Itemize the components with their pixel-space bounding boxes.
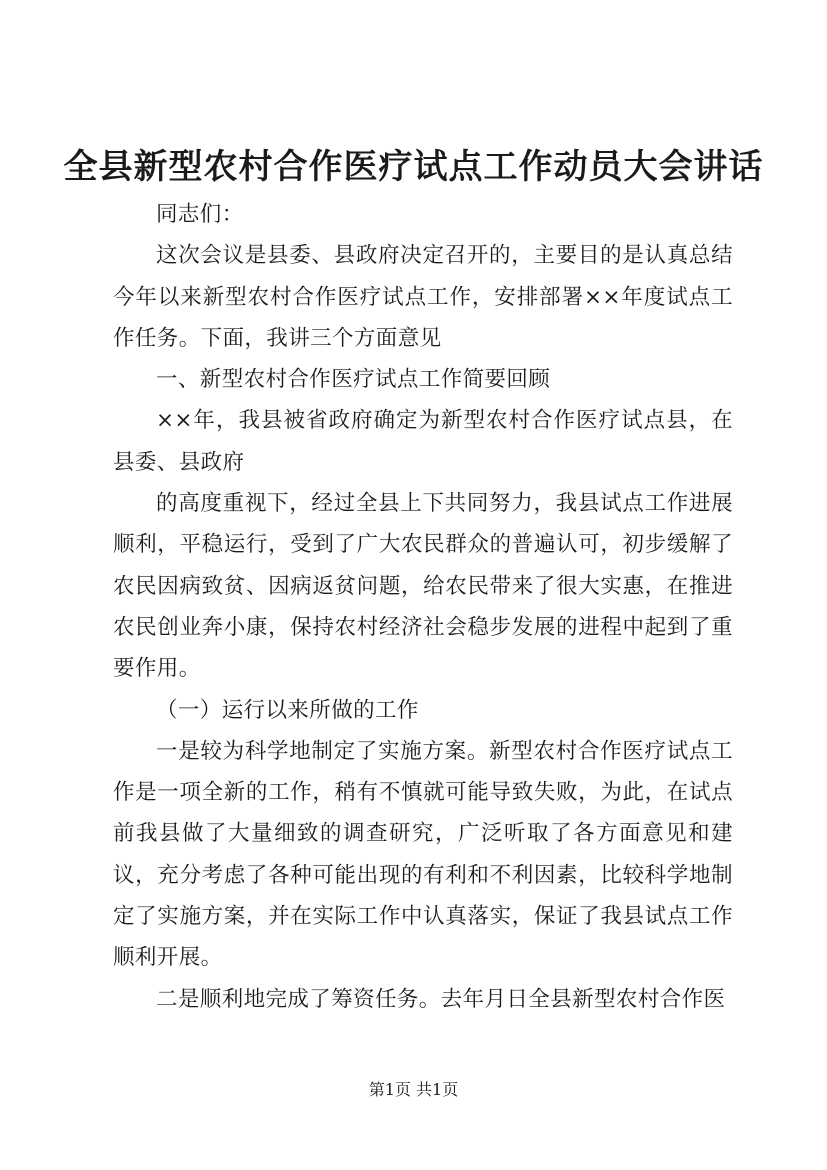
- subsection-heading-1: （一）运行以来所做的工作: [156, 697, 419, 723]
- body-paragraph: ××年，我县被省政府确定为新型农村合作医疗试点县，在县委、县政府: [113, 408, 733, 475]
- body-paragraph: 的高度重视下，经过全县上下共同努力，我县试点工作进展顺利，平稳运行，受到了广大农民群众的普遍认可，初步缓解了农民因病致贫、因病返贫问题，给农民带来了很大实惠，在推进农民创业奔小康，保持农村经济社会稳步发展的进程中起到了重要作用。: [113, 491, 733, 682]
- salutation-paragraph: 同志们：: [156, 202, 244, 227]
- body-paragraph: 二是顺利地完成了筹资任务。去年月日全县新型农村合作医: [156, 986, 726, 1012]
- body-paragraph: 一是较为科学地制定了实施方案。新型农村合作医疗试点工作是一项全新的工作，稍有不慎就可能导致失败，为此，在试点前我县做了大量细致的调查研究，广泛听取了各方面意见和建议，充分考虑了各种可能出现的有利和不利因素，比较科学地制定了实施方案，并在实际工作中认真落实，保证了我县试点工作顺利开展。: [113, 738, 733, 971]
- document-title: 全县新型农村合作医疗试点工作动员大会讲话: [63, 147, 764, 187]
- section-heading-1: 一、新型农村合作医疗试点工作简要回顾: [156, 367, 551, 393]
- document-body: [113, 194, 733, 1020]
- page-number: 第1页 共1页: [368, 1080, 459, 1099]
- intro-paragraph: 这次会议是县委、县政府决定召开的，主要目的是认真总结今年以来新型农村合作医疗试点工作，安排部署××年度试点工作任务。下面，我讲三个方面意见: [113, 243, 733, 351]
